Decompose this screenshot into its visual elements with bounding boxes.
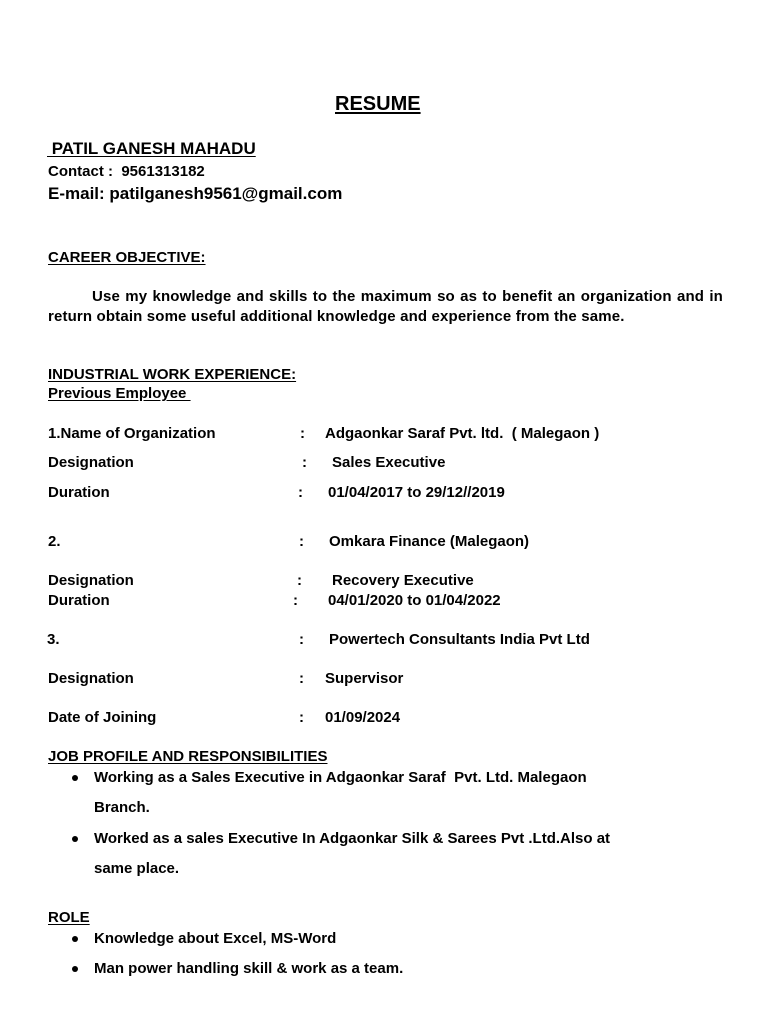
work-experience-heading: INDUSTRIAL WORK EXPERIENCE: bbox=[48, 366, 297, 383]
experience-row-value: Powertech Consultants India Pvt Ltd bbox=[329, 631, 590, 648]
experience-row-value: 01/04/2017 to 29/12//2019 bbox=[328, 484, 505, 501]
bullet-icon bbox=[72, 836, 78, 842]
experience-row-label: Duration bbox=[48, 484, 110, 501]
experience-row-label: Designation bbox=[48, 572, 134, 589]
experience-row-value: Sales Executive bbox=[332, 454, 446, 471]
experience-row-value: 01/09/2024 bbox=[325, 709, 401, 726]
page-title: RESUME bbox=[335, 93, 421, 115]
role-heading: ROLE bbox=[48, 909, 90, 926]
experience-row-value: Supervisor bbox=[325, 670, 404, 687]
experience-row-separator: : bbox=[298, 484, 303, 501]
experience-row-value: Adgaonkar Saraf Pvt. ltd. ( Malegaon ) bbox=[325, 425, 600, 442]
job-profile-item-continuation: Branch. bbox=[94, 799, 150, 816]
experience-row-separator: : bbox=[299, 709, 304, 726]
job-profile-heading: JOB PROFILE AND RESPONSIBILITIES bbox=[48, 748, 328, 765]
contact-number: Contact : 9561313182 bbox=[48, 163, 205, 180]
candidate-name: PATIL GANESH MAHADU bbox=[47, 139, 256, 158]
experience-row-label: 3. bbox=[47, 631, 60, 648]
bullet-icon bbox=[72, 966, 78, 972]
bullet-icon bbox=[72, 936, 78, 942]
experience-row-separator: : bbox=[293, 592, 298, 609]
career-objective-text bbox=[48, 287, 723, 326]
job-profile-item: Worked as a sales Executive In Adgaonkar Silk & Sarees Pvt .Ltd.Also at bbox=[94, 830, 611, 847]
previous-employee-subheading: Previous Employee bbox=[48, 385, 191, 402]
experience-row-separator: : bbox=[297, 572, 302, 589]
email-address: E-mail: patilganesh9561@gmail.com bbox=[48, 184, 343, 203]
experience-row-separator: : bbox=[299, 533, 304, 550]
experience-row-separator: : bbox=[300, 425, 305, 442]
career-objective-body: Use my knowledge and skills to the maximum so as to benefit an organization and in return obtain some useful additional knowledge and experience from the same. bbox=[48, 288, 723, 325]
experience-row-label: Designation bbox=[48, 670, 134, 687]
experience-row-value: Recovery Executive bbox=[332, 572, 474, 589]
experience-row-separator: : bbox=[302, 454, 307, 471]
experience-row-separator: : bbox=[299, 670, 304, 687]
role-item: Man power handling skill & work as a team. bbox=[94, 960, 404, 977]
experience-row-label: Duration bbox=[48, 592, 110, 609]
experience-row-label: Date of Joining bbox=[48, 709, 157, 726]
experience-row-label: Designation bbox=[48, 454, 134, 471]
bullet-icon bbox=[72, 775, 78, 781]
experience-row-label: 1.Name of Organization bbox=[48, 425, 216, 442]
role-item: Knowledge about Excel, MS-Word bbox=[94, 930, 337, 947]
job-profile-item: Working as a Sales Executive in Adgaonkar Saraf Pvt. Ltd. Malegaon bbox=[94, 769, 587, 786]
experience-row-label: 2. bbox=[48, 533, 61, 550]
experience-row-value: 04/01/2020 to 01/04/2022 bbox=[328, 592, 501, 609]
career-objective-heading: CAREER OBJECTIVE: bbox=[48, 249, 206, 266]
experience-row-value: Omkara Finance (Malegaon) bbox=[329, 533, 530, 550]
job-profile-item-continuation: same place. bbox=[94, 860, 180, 877]
experience-row-separator: : bbox=[299, 631, 304, 648]
